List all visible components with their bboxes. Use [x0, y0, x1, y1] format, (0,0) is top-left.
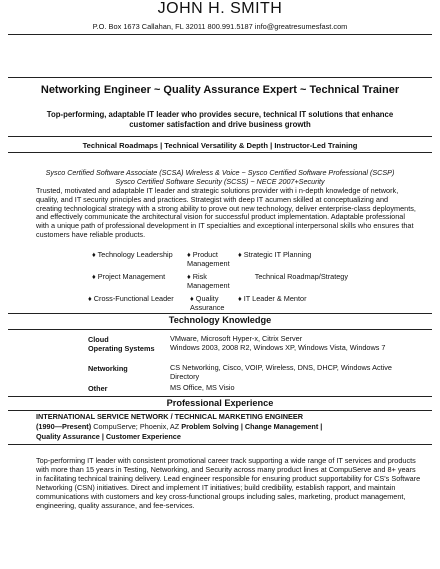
header-divider-bottom — [8, 77, 432, 78]
tech-value-os: Windows 2003, 2008 R2, Windows XP, Windows Vista, Windows 7 — [170, 343, 386, 352]
skill-item: ♦ Strategic IT Planning — [238, 250, 312, 259]
contact-line: P.O. Box 1673 Callahan, FL 32011 800.991.5187 info@greatresumesfast.com — [92, 22, 348, 31]
diamond-bullet-icon: ♦ — [190, 294, 194, 303]
candidate-name: JOHN H. SMITH — [157, 0, 283, 17]
diamond-bullet-icon: ♦ — [238, 250, 242, 259]
diamond-bullet-icon: ♦ — [187, 250, 191, 259]
job-company: CompuServe; Phoenix, AZ — [93, 422, 180, 431]
skill-item: ♦ Project Management — [92, 272, 166, 281]
skill-item: ♦ Cross-Functional Leader — [88, 294, 174, 303]
headline-subtitle: Top-performing, adaptable IT leader who provides secure, technical IT solutions that enhance customer satisfaction and drive business growth — [46, 110, 394, 129]
tech-label-cloud: Cloud — [88, 335, 109, 344]
tech-value-cloud: VMware, Microsoft Hyper-x, Citrix Server — [170, 334, 303, 343]
header-divider-top — [8, 34, 432, 35]
focus-areas: Technical Roadmaps | Technical Versatility & Depth | Instructor-Led Training — [82, 141, 358, 150]
job-dates: (1990—Present) — [36, 422, 92, 431]
job-tags-line2: Quality Assurance | Customer Experience — [36, 432, 181, 441]
skill-item: ♦ Risk Management — [187, 272, 230, 290]
skill-item: ♦ Quality Assurance — [190, 294, 225, 312]
skill-item: Technical Roadmap/Strategy — [254, 272, 348, 281]
focus-divider-top — [8, 136, 432, 137]
tech-divider-bottom — [8, 329, 432, 330]
diamond-bullet-icon: ♦ — [238, 294, 242, 303]
section-title-tech: Technology Knowledge — [168, 315, 272, 325]
tech-value-networking: CS Networking, Cisco, VOIP, Wireless, DNS, DHCP, Windows Active Directory — [170, 363, 392, 381]
experience-divider-bottom — [8, 410, 432, 411]
tech-label-other: Other — [88, 384, 108, 393]
diamond-bullet-icon: ♦ — [88, 294, 92, 303]
experience-tags-divider — [8, 444, 432, 445]
skill-item: ♦ Product Management — [187, 250, 230, 268]
tech-label-os: Operating Systems — [88, 344, 155, 353]
diamond-bullet-icon: ♦ — [92, 272, 96, 281]
diamond-bullet-icon: ♦ — [187, 272, 191, 281]
tech-divider-top — [8, 313, 432, 314]
profile-summary: Trusted, motivated and adaptable IT leader and strategic solutions provider with i n-depth knowledge of network, quality, and IT security principles and practices. Strategist with deep IT acumen skilled at conceptualizing and creating technological strategy with a strong ability to prove out new technology, deliver enterprise-class deployments, and effectively communicate the architectural vision for successful product implementation. Adaptable professional with a unique path of professional development in IT specialties and exceptional interpersonal skills who ensures that customers have reliable products. — [36, 186, 416, 239]
job-tags: Problem Solving | Change Management | — [181, 422, 323, 431]
job-description: Top-performing IT leader with consistent promotional career track supporting a wide range of IT services and products with more than 15 years in Testing, Networking, and Security across many product lines at CompuServe and 8+ years in facilitating technical training delivery. Lead engineer responsible for ensuring product supportability for CS's Software Networking (CSN) initiatives. Direct and implement IT initiatives; build credibility, establish rapport, and maintain communications with customers and key cross-functional groups including sales, marketing, product management, engineering, quality assurance, and fee-services. — [36, 456, 421, 510]
diamond-bullet-icon: ♦ — [92, 250, 96, 259]
employer-title: INTERNATIONAL SERVICE NETWORK / TECHNICAL MARKETING ENGINEER — [36, 412, 304, 421]
experience-divider-top — [8, 396, 432, 397]
focus-divider-bottom — [8, 152, 432, 153]
job-meta-line — [36, 422, 416, 431]
headline: Networking Engineer ~ Quality Assurance Expert ~ Technical Trainer — [40, 84, 400, 96]
skill-item: ♦ IT Leader & Mentor — [238, 294, 307, 303]
section-title-experience: Professional Experience — [166, 398, 274, 408]
tech-label-networking: Networking — [88, 364, 128, 373]
tech-value-other: MS Office, MS Visio — [170, 383, 235, 392]
certifications: Sysco Certified Software Associate (SCSA) Wireless & Voice ~ Sysco Certified Software Professional (SCSP) Sysco Certified Software Security (SCSS) ~ NECE 2007+Security — [45, 168, 395, 186]
skill-item: ♦ Technology Leadership — [92, 250, 173, 259]
